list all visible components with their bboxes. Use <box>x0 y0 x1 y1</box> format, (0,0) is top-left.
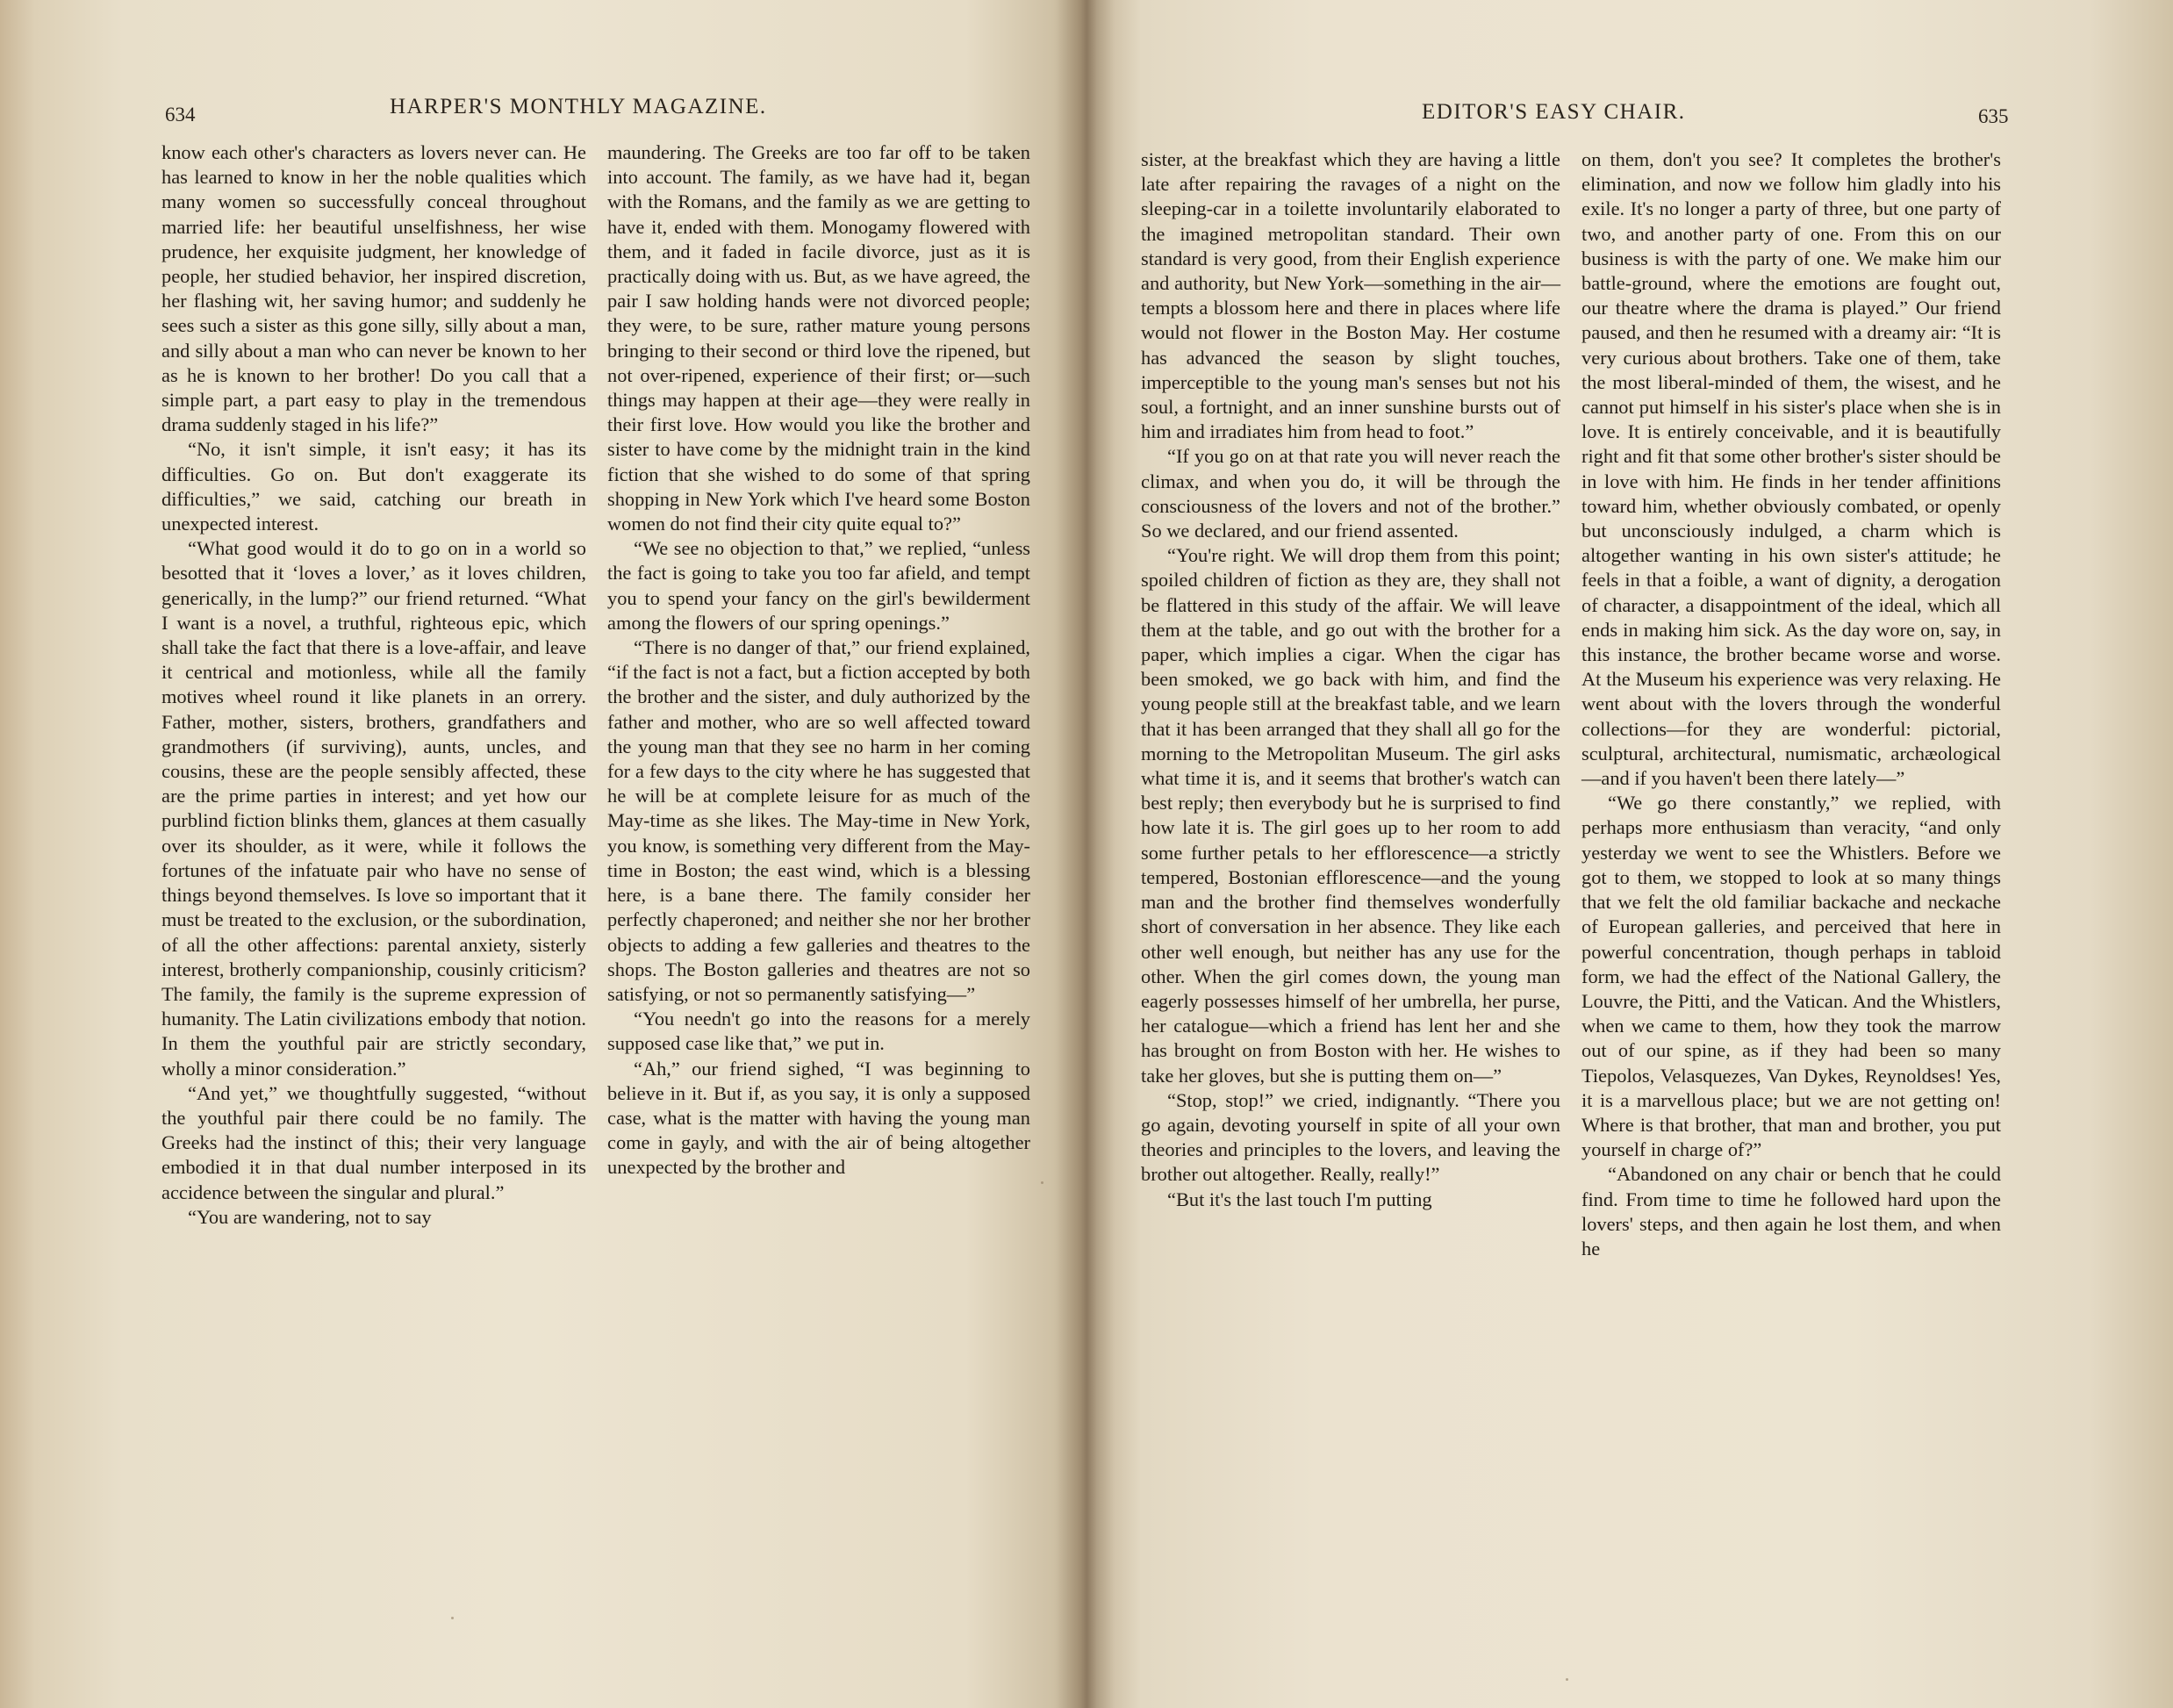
paper-speck <box>1041 1181 1043 1184</box>
paragraph: “Stop, stop!” we cried, indignantly. “There you go again, devoting yourself in spite of all your own theories and principles to the lovers, and leaving the brother out altogether. Really, really!” <box>1141 1088 1560 1186</box>
running-head-left: HARPER'S MONTHLY MAGAZINE. <box>390 95 767 118</box>
paragraph: “And yet,” we thoughtfully suggested, “without the youthful pair there could be no family. The Greeks had the instinct of this; their very language embodied it in that dual number interposed in its accidence between the singular and plural.” <box>161 1081 586 1203</box>
paragraph: “You are wandering, not to say <box>188 1205 432 1228</box>
right-page <box>1097 0 2173 1708</box>
left-page <box>0 0 1071 1708</box>
paragraph: “No, it isn't simple, it isn't easy; it has its difficulties. Go on. But don't exaggerate its difficulties,” we said, catching our breath in unexpected interest. <box>161 438 586 535</box>
paper-speck <box>451 1617 454 1619</box>
paragraph: “If you go on at that rate you will never reach the climax, and when you do, it will be through the consciousness of the lovers and not of the brother.” So we declared, and our friend assented. <box>1141 445 1560 542</box>
paragraph: sister, at the breakfast which they are having a little late after repairing the ravages of a night on the sleeping-car in a toilette involuntarily elaborated to the imagined metropolitan standard. Their own standard is very good, from their English experience and authority, but New York—something in the air—tempts a blossom here and there in places where life would not flower in the Boston May. Her costume has advanced the season by slight touches, imperceptible to the young man's senses but not his soul, a fortnight, and an inner sunshine bursts out of him and irradiates him from head to foot.” <box>1141 148 1560 443</box>
paragraph: “What good would it do to go on in a world so besotted that it ‘loves a lover,’ as it loves children, generically, in the lump?” our friend returned. “What I want is a novel, a truthful, righteous epic, which shall take the fact that there is a love-affair, and leave it centrical and motionless, while all the family motives wheel round it like planets in an orrery. Father, mother, sisters, brothers, grandfathers and grandmothers (if surviving), aunts, uncles, and cousins, these are the people sensibly affected, these are the prime parties in interest; and yet how our purblind fiction blinks them, glances at them casually over its shoulder, as it were, while it follows the fortunes of the infatuate pair who have no sense of things beyond themselves. Is love so important that it must be treated to the exclusion, or the subordination, of all the other affections: parental anxiety, sisterly interest, brotherly companionship, cousinly criticism? The family, the family is the supreme expression of humanity. The Latin civilizations embody that notion. In them the youthful pair are strictly secondary, wholly a minor consideration.” <box>161 537 586 1080</box>
page-number-left: 634 <box>165 104 196 126</box>
right-page-column-1 <box>1141 147 1560 1212</box>
paragraph: maundering. The Greeks are too far off to be taken into account. The family, as we have had it, began with the Romans, and the family as we are getting to have it, ended with them. Monogamy flowered with them, and it faded in facile divorce, just as it is practically doing with us. But, as we have agreed, the pair I saw holding hands were not divorced people; they were, to be sure, rather mature young persons bringing to their second or third love the ripened, but not over-ripened, experience of their first; or—such things may happen at their age—they were really in their first love. How would you like the brother and sister to have come by the midnight train in the kind fiction that she wished to do some of that spring shopping in New York which I've heard some Boston women do not find their city quite equal to?” <box>607 141 1030 535</box>
paragraph: “You needn't go into the reasons for a merely supposed case like that,” we put in. <box>607 1008 1030 1055</box>
page-number-right: 635 <box>1978 105 2009 127</box>
paragraph: “Abandoned on any chair or bench that he could find. From time to time he followed hard upon the lovers' steps, and then again he lost them, and when he <box>1581 1163 2001 1259</box>
paper-speck <box>1566 1678 1568 1681</box>
left-page-column-2 <box>607 140 1030 1181</box>
paragraph: “We go there constantly,” we replied, with perhaps more enthusiasm than veracity, “and only yesterday we went to see the Whistlers. Before we got to them, we stopped to look at so many things that we felt the old familiar backache and neckache of European galleries, and perceived that here in powerful concentration, though perhaps in tabloid form, we had the effect of the National Gallery, the Louvre, the Pitti, and the Vatican. And the Whistlers, when we came to them, how they took the marrow out of our spine, as if they had been so many Tiepolos, Velasquezes, Van Dykes, Reynoldses! Yes, it is a marvellous place; but we are not getting on! Where is that brother, that man and brother, you put yourself in charge of?” <box>1581 792 2001 1161</box>
paragraph: know each other's characters as lovers never can. He has learned to know in her the noble qualities which many women so successfully conceal throughout married life: her beautiful unselfishness, her wise prudence, her exquisite judgment, her knowledge of people, her studied behavior, her inspired discretion, her flashing wit, her saving humor; and suddenly he sees such a sister as this gone silly, silly about a man, and silly about a man who can never be known to her as he is known to her brother! Do you call that a simple part, a part easy to play in the tremendous drama suddenly staged in his life?” <box>161 141 586 436</box>
paragraph: “But it's the last touch I'm putting <box>1167 1188 1432 1210</box>
paragraph: “We see no objection to that,” we replied, “unless the fact is going to take you too far afield, and tempt you to spend your fancy on the girl's bewilderment among the flowers of our spring openings.” <box>607 537 1030 634</box>
paragraph: “Ah,” our friend sighed, “I was beginning to believe in it. But if, as you say, it is only a supposed case, what is the matter with having the young man come in gayly, and with the air of being altogether unexpected by the brother and <box>607 1057 1030 1179</box>
left-page-column-1 <box>161 140 586 1230</box>
running-head-right: EDITOR'S EASY CHAIR. <box>1422 100 1686 124</box>
paragraph: “You're right. We will drop them from this point; spoiled children of fiction as they are, they shall not be flattered in this study of the affair. We will leave them at the table, and go out with the brother for a paper, which implies a cigar. When the cigar has been smoked, we go back with him, and find the young people still at the breakfast table, and we learn that it has been arranged that they shall all go for the morning to the Metropolitan Museum. The girl asks what time it is, and it seems that brother's watch can best reply; then everybody but he is surprised to find how late it is. The girl goes up to her room to add some further petals to her efflorescence—a strictly tempered, Bostonian efflorescence—and the young man and the brother find themselves wonderfully short of conversation in her absence. They like each other well enough, but neither has any use for the other. When the girl comes down, the young man eagerly possesses himself of her umbrella, her purse, her catalogue—which a friend has lent her and she has brought on from Boston with her. He wishes to take her gloves, but she is putting them on—” <box>1141 544 1560 1087</box>
paragraph: on them, don't you see? It completes the brother's elimination, and now we follow him gladly into his exile. It's no longer a party of three, but one party of two, and another party of one. From this on our business is with the party of one. We make him our battle-ground, where the emotions are fought out, our theatre where the drama is played.” Our friend paused, and then he resumed with a dreamy air: “It is very curious about brothers. Take one of them, take the most liberal-minded of them, the wisest, and he cannot put himself in his sister's place when she is in love. It is entirely conceivable, and it is beautifully right and fit that some other brother's sister should be in love with him. He finds in her tender affinitions toward him, whether obviously combated, or openly but unconsciously indulged, a charm which is altogether wanting in his own sister's attitude; he feels in that a foible, a want of dignity, a derogation of character, a disappointment of the ideal, which all ends in making him sick. As the day wore on, say, in this instance, the brother became worse and worse. At the Museum his experience was very relaxing. He went about with the lovers through the wonderful collections—for they are wonderful: pictorial, sculptural, architectural, numismatic, archæological—and if you haven't been there lately—” <box>1581 148 2001 790</box>
right-page-column-2 <box>1581 147 2001 1261</box>
paragraph: “There is no danger of that,” our friend explained, “if the fact is not a fact, but a fiction accepted by both the brother and the sister, and duly authorized by the father and mother, who are so well affected toward the young man that they see no harm in her coming for a few days to the city where he has suggested that he will be at complete leisure for as much of the May-time as she likes. The May-time in New York, you know, is something very different from the May-time in Boston; the east wind, which is a blessing here, is a bane there. The family consider her perfectly chaperoned; and neither she nor her brother objects to adding a few galleries and theatres to the shops. The Boston galleries and theatres are not so satisfying, or not so permanently satisfying—” <box>607 636 1030 1005</box>
